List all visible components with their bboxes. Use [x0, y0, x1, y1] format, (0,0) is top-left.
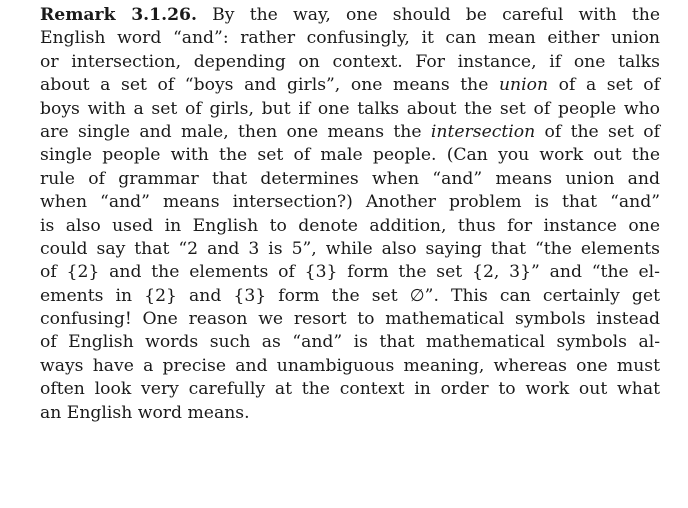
text-segment: single people with the set of male people. (Can you work out the	[40, 145, 660, 166]
text-segment: of the set of	[535, 121, 660, 142]
emphasized-word: union	[498, 75, 549, 96]
text-line	[40, 144, 660, 167]
text-line	[40, 402, 660, 425]
text-segment: confusing! One reason we resort to mathematical symbols instead	[40, 309, 660, 330]
text-segment: By the way, one should be careful with the	[197, 5, 660, 25]
text-segment: ways have a precise and unambiguous meaning, whereas one must	[40, 355, 660, 376]
text-line	[40, 355, 660, 378]
text-segment: of a set of	[548, 75, 660, 96]
text-segment: ements in {2} and {3} form the set ∅”. This can certainly get	[40, 285, 660, 306]
text-line	[40, 378, 660, 401]
text-line	[40, 285, 660, 308]
text-segment: are single and male, then one means the	[40, 121, 431, 142]
text-line	[40, 261, 660, 284]
text-line	[40, 4, 660, 27]
text-line	[40, 308, 660, 331]
text-segment: rule of grammar that determines when “and” means union and	[40, 168, 660, 189]
remark-paragraph	[40, 4, 660, 425]
text-line	[40, 98, 660, 121]
text-line	[40, 331, 660, 354]
text-segment: boys with a set of girls, but if one talks about the set of people who	[40, 98, 660, 119]
text-segment: of {2} and the elements of {3} form the set {2, 3}” and “the el-	[40, 262, 660, 283]
text-line	[40, 121, 660, 144]
text-line	[40, 51, 660, 74]
text-segment: or intersection, depending on context. For instance, if one talks	[40, 51, 660, 72]
text-line	[40, 27, 660, 50]
text-line	[40, 238, 660, 261]
text-segment: is also used in English to denote addition, thus for instance one	[40, 215, 660, 236]
text-segment: about a set of “boys and girls”, one means the	[40, 75, 499, 96]
emphasized-word: intersection	[430, 121, 536, 142]
text-segment: when “and” means intersection?) Another problem is that “and”	[40, 192, 660, 213]
text-segment: could say that “2 and 3 is 5”, while also saying that “the elements	[40, 238, 660, 259]
text-line	[40, 168, 660, 191]
text-line	[40, 215, 660, 238]
text-segment: often look very carefully at the context in order to work out what	[40, 379, 660, 400]
remark-label: Remark 3.1.26.	[40, 5, 197, 25]
text-segment: of English words such as “and” is that mathematical symbols al-	[40, 332, 660, 353]
text-line	[40, 191, 660, 214]
text-segment: English word “and”: rather confusingly, it can mean either union	[40, 28, 660, 49]
text-line	[40, 74, 660, 97]
text-segment: an English word means.	[40, 402, 250, 423]
